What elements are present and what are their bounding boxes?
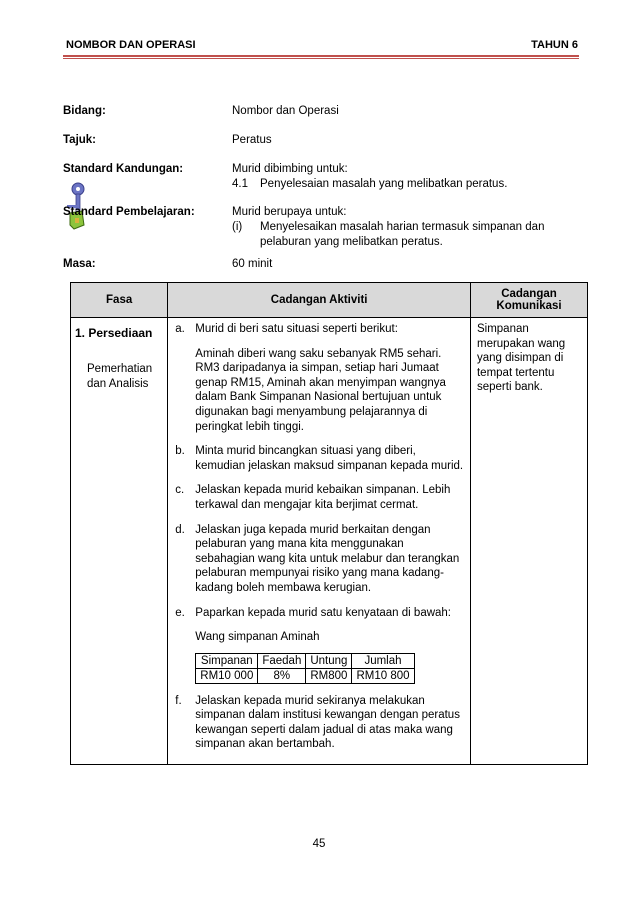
activity-text: Minta murid bincangkan situasi yang diberi, kemudian jelaskan maksud simpanan kepada murid. (195, 445, 464, 472)
savings-value-cell: RM800 (306, 668, 352, 683)
activities-cell (168, 318, 471, 765)
masa-label: Masa: (63, 258, 96, 270)
activity-text: Jelaskan kepada murid sekiranya melakukan simpanan dalam institusi kewangan dengan peratus kewangan seperti dalam jadual di atas maka wang simpanan akan bertambah. (195, 694, 460, 751)
sk-label: Standard Kandungan: (63, 163, 184, 175)
activity-letter: f. (175, 694, 182, 707)
header-rule-thin (63, 58, 579, 59)
savings-table (195, 653, 414, 684)
savings-value-cell: 8% (258, 668, 306, 683)
header-rule (63, 55, 579, 57)
savings-value-cell: RM10 800 (352, 668, 414, 683)
sp-value (232, 205, 572, 250)
header-title: NOMBOR DAN OPERASI (66, 39, 196, 51)
activity-text: Jelaskan juga kepada murid berkaitan dengan pelaburan yang mana kita menggunakan sebahagian wang kita untuk melabur dan terangkan pelaburan mempunyai risiko yang mana kadang-kadang boleh membawa kerugian. (195, 523, 460, 594)
savings-caption: Wang simpanan Aminah (195, 631, 320, 644)
header-grade: TAHUN 6 (531, 39, 578, 51)
activity-text: Jelaskan kepada murid kebaikan simpanan. Lebih terkawal dan mengajar kita berjimat cermat. (195, 484, 451, 511)
activity-text: Paparkan kepada murid satu kenyataan di bawah: (195, 606, 452, 619)
bidang-value: Nombor dan Operasi (232, 105, 339, 117)
activity-text: Murid di beri satu situasi seperti berikut: (195, 323, 398, 335)
savings-value-row (196, 668, 414, 683)
activity-f (175, 694, 464, 752)
activity-letter: b. (175, 445, 185, 458)
sp-intro: Murid berupaya untuk: (232, 206, 347, 218)
masa-value: 60 minit (232, 258, 273, 270)
savings-header-cell: Jumlah (352, 653, 414, 668)
header-komunikasi: Cadangan Komunikasi (470, 283, 587, 318)
bidang-label: Bidang: (63, 105, 106, 117)
tajuk-label: Tajuk: (63, 134, 97, 146)
activity-b (175, 444, 464, 473)
activity-d (175, 523, 464, 596)
savings-header-cell: Faedah (258, 653, 306, 668)
sp-label: Standard Pembelajaran: (63, 206, 195, 218)
activity-letter: a. (175, 323, 185, 335)
fasa-title: 1. Persediaan (75, 326, 153, 340)
activity-letter: c. (175, 484, 185, 497)
sk-value (232, 162, 572, 192)
activity-letter: e. (175, 606, 185, 619)
komunikasi-cell: Simpanan merupakan wang yang disimpan di tempat tertentu seperti bank. (470, 318, 587, 765)
activity-letter: d. (175, 523, 185, 536)
savings-header-cell: Simpanan (196, 653, 258, 668)
activity-situation: Aminah diberi wang saku sebanyak RM5 sehari. RM3 daripadanya ia simpan, setiap hari Jumaat genap RM15, Aminah akan menyimpan wangnya dalam Bank Simpanan Nasional bertujuan untuk digunakan bagi menyambung pelajarannya di peringkat lebih tinggi. (195, 347, 446, 433)
savings-header-row (196, 653, 414, 668)
table-row (71, 318, 588, 765)
savings-header-cell: Untung (306, 653, 352, 668)
sk-text: Penyelesaian masalah yang melibatkan peratus. (260, 178, 508, 190)
activity-table (70, 282, 588, 765)
fasa-cell (71, 318, 168, 765)
sp-text: Menyelesaikan masalah harian termasuk simpanan dan pelaburan yang melibatkan peratus. (260, 221, 545, 248)
table-header-row (71, 283, 588, 318)
page-number: 45 (312, 838, 326, 850)
header-fasa: Fasa (71, 283, 168, 318)
sp-number: (i) (232, 221, 243, 233)
activity-a (175, 322, 464, 434)
tajuk-value: Peratus (232, 134, 272, 146)
sk-number: 4.1 (232, 178, 248, 190)
activity-e (175, 606, 464, 684)
sk-intro: Murid dibimbing untuk: (232, 163, 348, 175)
header-aktiviti: Cadangan Aktiviti (168, 283, 471, 318)
activity-c (175, 483, 464, 512)
savings-value-cell: RM10 000 (196, 668, 258, 683)
fasa-subtitle: Pemerhatian dan Analisis (87, 363, 153, 390)
